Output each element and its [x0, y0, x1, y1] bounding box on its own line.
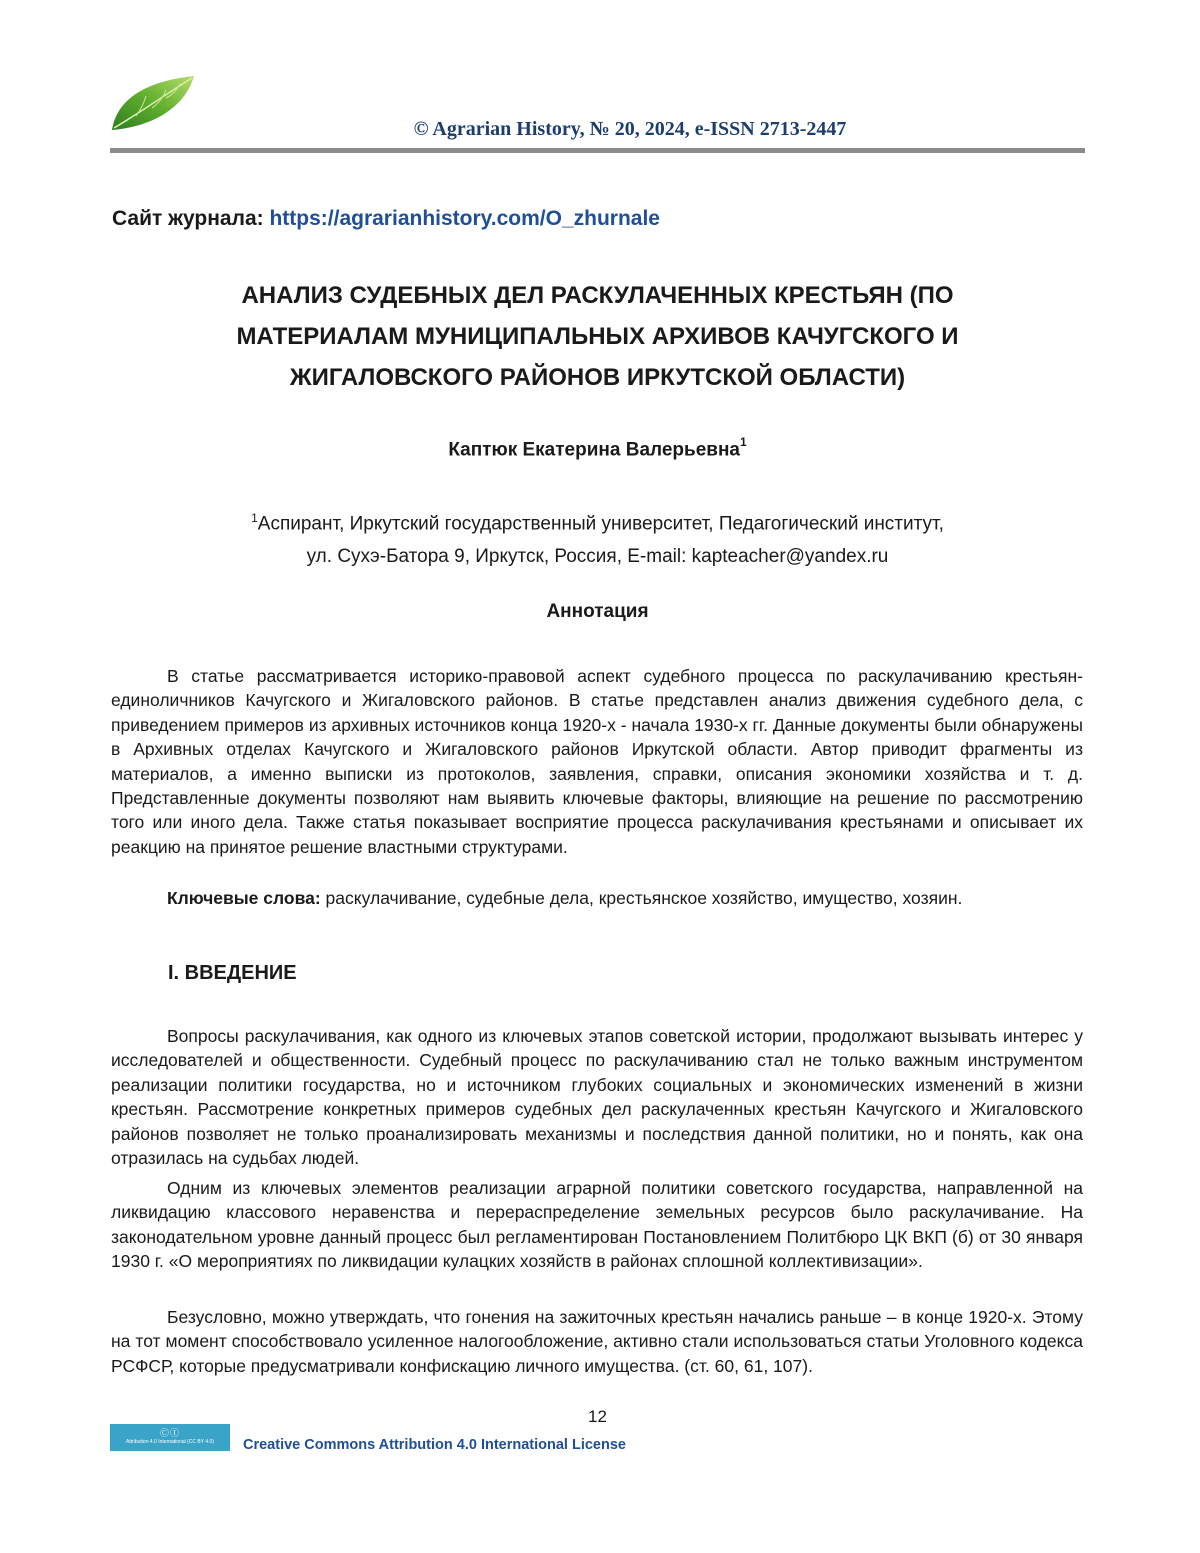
cc-license-badge[interactable]	[110, 1424, 230, 1451]
keywords	[111, 886, 1083, 910]
abstract-text: В статье рассматривается историко-правовой аспект судебного процесса по раскулачиванию крестьян-единоличников Качугского и Жигаловского районов. В статье представлен анализ движения судебного дела, с приведением примеров из архивных источников конца 1920-х - начала 1930-х гг. Данные документы были обнаружены в Архивных отделах Качугского и Жигаловского районов Иркутской области. Автор приводит фрагменты из материалов, а именно выписки из протоколов, заявления, справки, описания экономики хозяйства и т. д. Представленные документы позволяют нам выявить ключевые факторы, влияющие на решение по рассмотрению того или иного дела. Также статья показывает восприятие процесса раскулачивания крестьянами и описывает их реакцию на принятое решение властными структурами.	[111, 666, 1083, 857]
leaf-icon	[108, 74, 198, 134]
section-heading: I. ВВЕДЕНИЕ	[168, 962, 297, 984]
abstract-heading: Аннотация	[546, 601, 649, 622]
author-name-text: Каптюк Екатерина Валерьевна	[448, 439, 740, 461]
journal-citation: © Agrarian History, № 20, 2024, e-ISSN 2713-2447	[413, 118, 847, 140]
license-link[interactable]: Creative Commons Attribution 4.0 International License	[243, 1437, 626, 1453]
affiliation-line-1: $^1$Аспирант, Иркутский государственный университет, Педагогический институт,	[251, 511, 944, 535]
body-paragraph: Одним из ключевых элементов реализации аграрной политики советского государства, направленной на ликвидацию классового неравенства и перераспределение земельных ресурсов было раскулачивание. На законодательном уровне данный процесс был регламентирован Постановлением Политбюро ЦК ВКП (б) от 30 января 1930 г. «О мероприятиях по ликвидации кулацких хозяйств в районах сплошной коллективизации».	[111, 1178, 1083, 1272]
title-line: ЖИГАЛОВСКОГО РАЙОНОВ ИРКУТСКОЙ ОБЛАСТИ)	[289, 364, 906, 391]
site-link[interactable]: https://agrarianhistory.com/O_zhurnale	[269, 207, 660, 230]
journal-site	[112, 207, 660, 231]
keywords-label: Ключевые слова:	[167, 888, 321, 908]
affiliation-sup: 1	[251, 511, 258, 525]
cc-by-icon: ⒸⒾ	[159, 1428, 180, 1438]
keywords-list: раскулачивание, судебные дела, крестьянское хозяйство, имущество, хозяин.	[325, 888, 963, 908]
site-label: Сайт журнала:	[112, 207, 264, 230]
body-paragraph: Вопросы раскулачивания, как одного из ключевых этапов советской истории, продолжают вызывать интерес у исследователей и общественности. Судебный процесс по раскулачиванию стал не только важным инструментом реализации политики государства, но и источником глубоких социальных и экономических изменений в жизни крестьян. Рассмотрение конкретных примеров судебных дел раскулаченных крестьян Качугского и Жигаловского районов позволяет не только проанализировать механизмы и последствия данной политики, но и понять, как она отразилась на судьбах людей.	[111, 1026, 1083, 1169]
cc-badge-text: Attribution 4.0 International (CC BY 4.0)	[125, 1439, 214, 1445]
author-sup: 1	[739, 435, 747, 449]
body-paragraph: Безусловно, можно утверждать, что гонения на зажиточных крестьян начались раньше – в конце 1920-х. Этому на тот момент способствовало усиленное налогообложение, активно стали использоваться статьи Уголовного кодекса РСФСР, которые предусматривали конфискацию личного имущества. (ст. 60, 61, 107).	[111, 1307, 1083, 1376]
title-line: МАТЕРИАЛАМ МУНИЦИПАЛЬНЫХ АРХИВОВ КАЧУГСКОГО И	[236, 323, 959, 350]
article-title	[110, 275, 1085, 398]
header-divider	[110, 148, 1085, 153]
page-number: 12	[588, 1407, 607, 1426]
author-affiliation	[110, 502, 1085, 573]
title-line: АНАЛИЗ СУДЕБНЫХ ДЕЛ РАСКУЛАЧЕННЫХ КРЕСТЬЯН (ПО	[241, 282, 954, 309]
author-name	[110, 437, 1085, 461]
affiliation-line-2: ул. Сухэ-Батора 9, Иркутск, Россия, E-mail: kapteacher@yandex.ru	[306, 546, 889, 568]
